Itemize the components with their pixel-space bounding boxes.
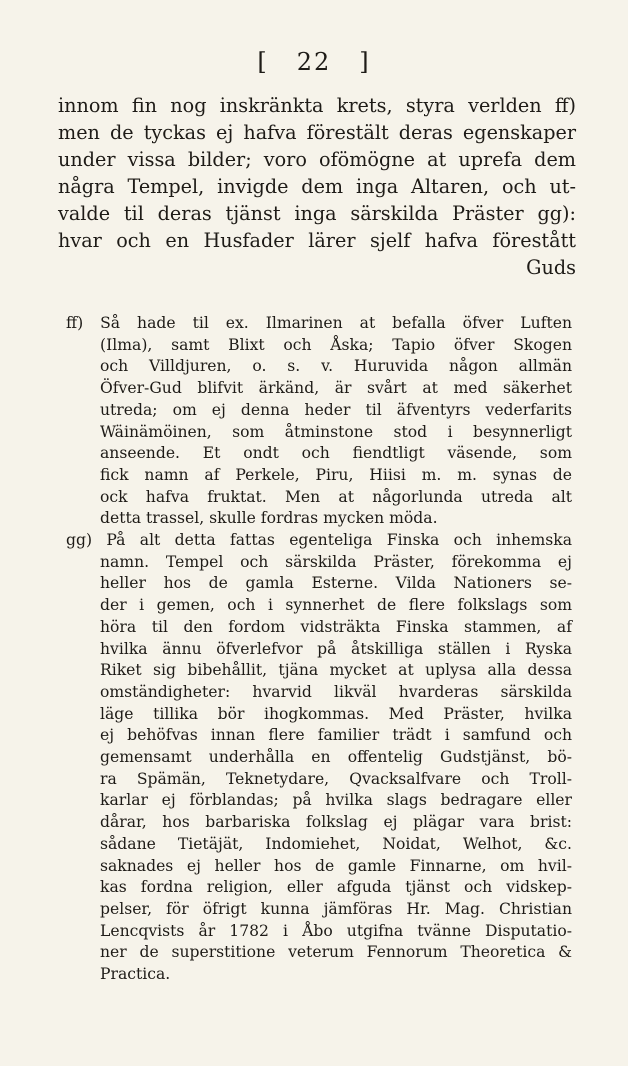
footnote-line: ock hafva fruktat. Men at någorlunda utreda alt — [100, 487, 572, 506]
footnote-line: höra til den fordom vidsträkta Finska stammen, af — [100, 617, 572, 636]
footnote-line: och Villdjuren, o. s. v. Huruvida någon allmän — [100, 357, 572, 376]
footnote-line: ej behöfvas innan flere familier trädt i samfund och — [100, 726, 572, 745]
footnote-line: gemensamt underhålla en offentelig Gudstjänst, bö- — [100, 748, 572, 767]
footnote-line: heller hos de gamla Esterne. Vilda Nationers se- — [100, 574, 572, 593]
bracket-close: ] — [359, 48, 371, 76]
footnote-line: detta trassel, skulle fordras mycken möda. — [100, 509, 438, 528]
main-line: några Tempel, invigde dem inga Altaren, och ut- — [58, 175, 576, 198]
footnote-line: fick namn af Perkele, Piru, Hiisi m. m. synas de — [100, 465, 572, 484]
footnote-line: Lencqvists år 1782 i Åbo utgifna tvänne Disputatio- — [100, 921, 572, 940]
footnote-line: karlar ej förblandas; på hvilka slags bedragare eller — [100, 791, 572, 810]
footnote-line: dårar, hos barbariska folkslag ej plägar vara brist: — [100, 813, 572, 832]
main-line: valde til deras tjänst inga särskilda Präster gg): — [58, 202, 576, 225]
footnote-line: omständigheter: hvarvid likväl hvarderas särskilda — [100, 682, 572, 701]
footnote-line: pelser, för öfrigt kunna jämföras Hr. Mag. Christian — [100, 899, 572, 918]
footnote-line: utreda; om ej denna heder til äfventyrs vederfarits — [100, 400, 572, 419]
footnote-line: saknades ej heller hos de gamle Finnarne, om hvil- — [100, 856, 572, 875]
footnote-line: anseende. Et ondt och fiendtligt väsende, som — [100, 444, 572, 463]
footnote-line: Practica. — [100, 965, 171, 984]
footnote-line: der i gemen, och i synnerhet de flere folkslags som — [100, 596, 572, 615]
footnote-line: kas fordna religion, eller afguda tjänst och vidskep- — [100, 878, 572, 897]
footnote-line: Riket sig bibehållit, tjäna mycket at uplysa alla dessa — [100, 661, 572, 680]
bracket-open: [ — [257, 48, 269, 76]
main-line: innom fin nog inskränkta krets, styra verlden ff) — [58, 94, 576, 117]
main-line: hvar och en Husfader lärer sjelf hafva förestått — [58, 229, 576, 252]
main-line: men de tyckas ej hafva förestält deras egenskaper — [58, 121, 576, 144]
footnotes — [66, 313, 572, 986]
footnote-line: Wäinämöinen, som åtminstone stod i besynnerligt — [100, 422, 572, 441]
footnote-line: hvilka ännu öfverlefvor på åtskilliga ställen i Ryska — [100, 639, 572, 658]
footnote-line: Öfver-Gud blifvit ärkänd, är svårt at med säkerhet — [100, 379, 572, 398]
footnote-line: ner de superstitione veterum Fennorum Theoretica & — [100, 943, 572, 962]
main-line: under vissa bilder; voro ofömögne at uprefa dem — [58, 148, 576, 171]
footnote-line: ra Spämän, Teknetydare, Qvacksalfvare och Troll- — [100, 769, 572, 788]
footnote-line: namn. Tempel och särskilda Präster, förekomma ej — [100, 552, 572, 571]
footnote-ff-start: ff) Så hade til ex. Ilmarinen at befalla öfver Luften — [66, 314, 572, 332]
page-header — [0, 48, 628, 76]
footnote-line: läge tillika bör ihogkommas. Med Präster, hvilka — [100, 704, 572, 723]
footnote-line: sådane Tietäjät, Indomiehet, Noidat, Welhot, &c. — [100, 834, 572, 853]
main-text — [58, 92, 576, 281]
catchword: Guds — [526, 256, 576, 279]
footnote-gg-start: gg) På alt detta fattas egenteliga Finska och inhemska — [66, 531, 572, 550]
page-number: 22 — [296, 48, 332, 76]
footnote-line: (Ilma), samt Blixt och Åska; Tapio öfver Skogen — [100, 335, 572, 354]
